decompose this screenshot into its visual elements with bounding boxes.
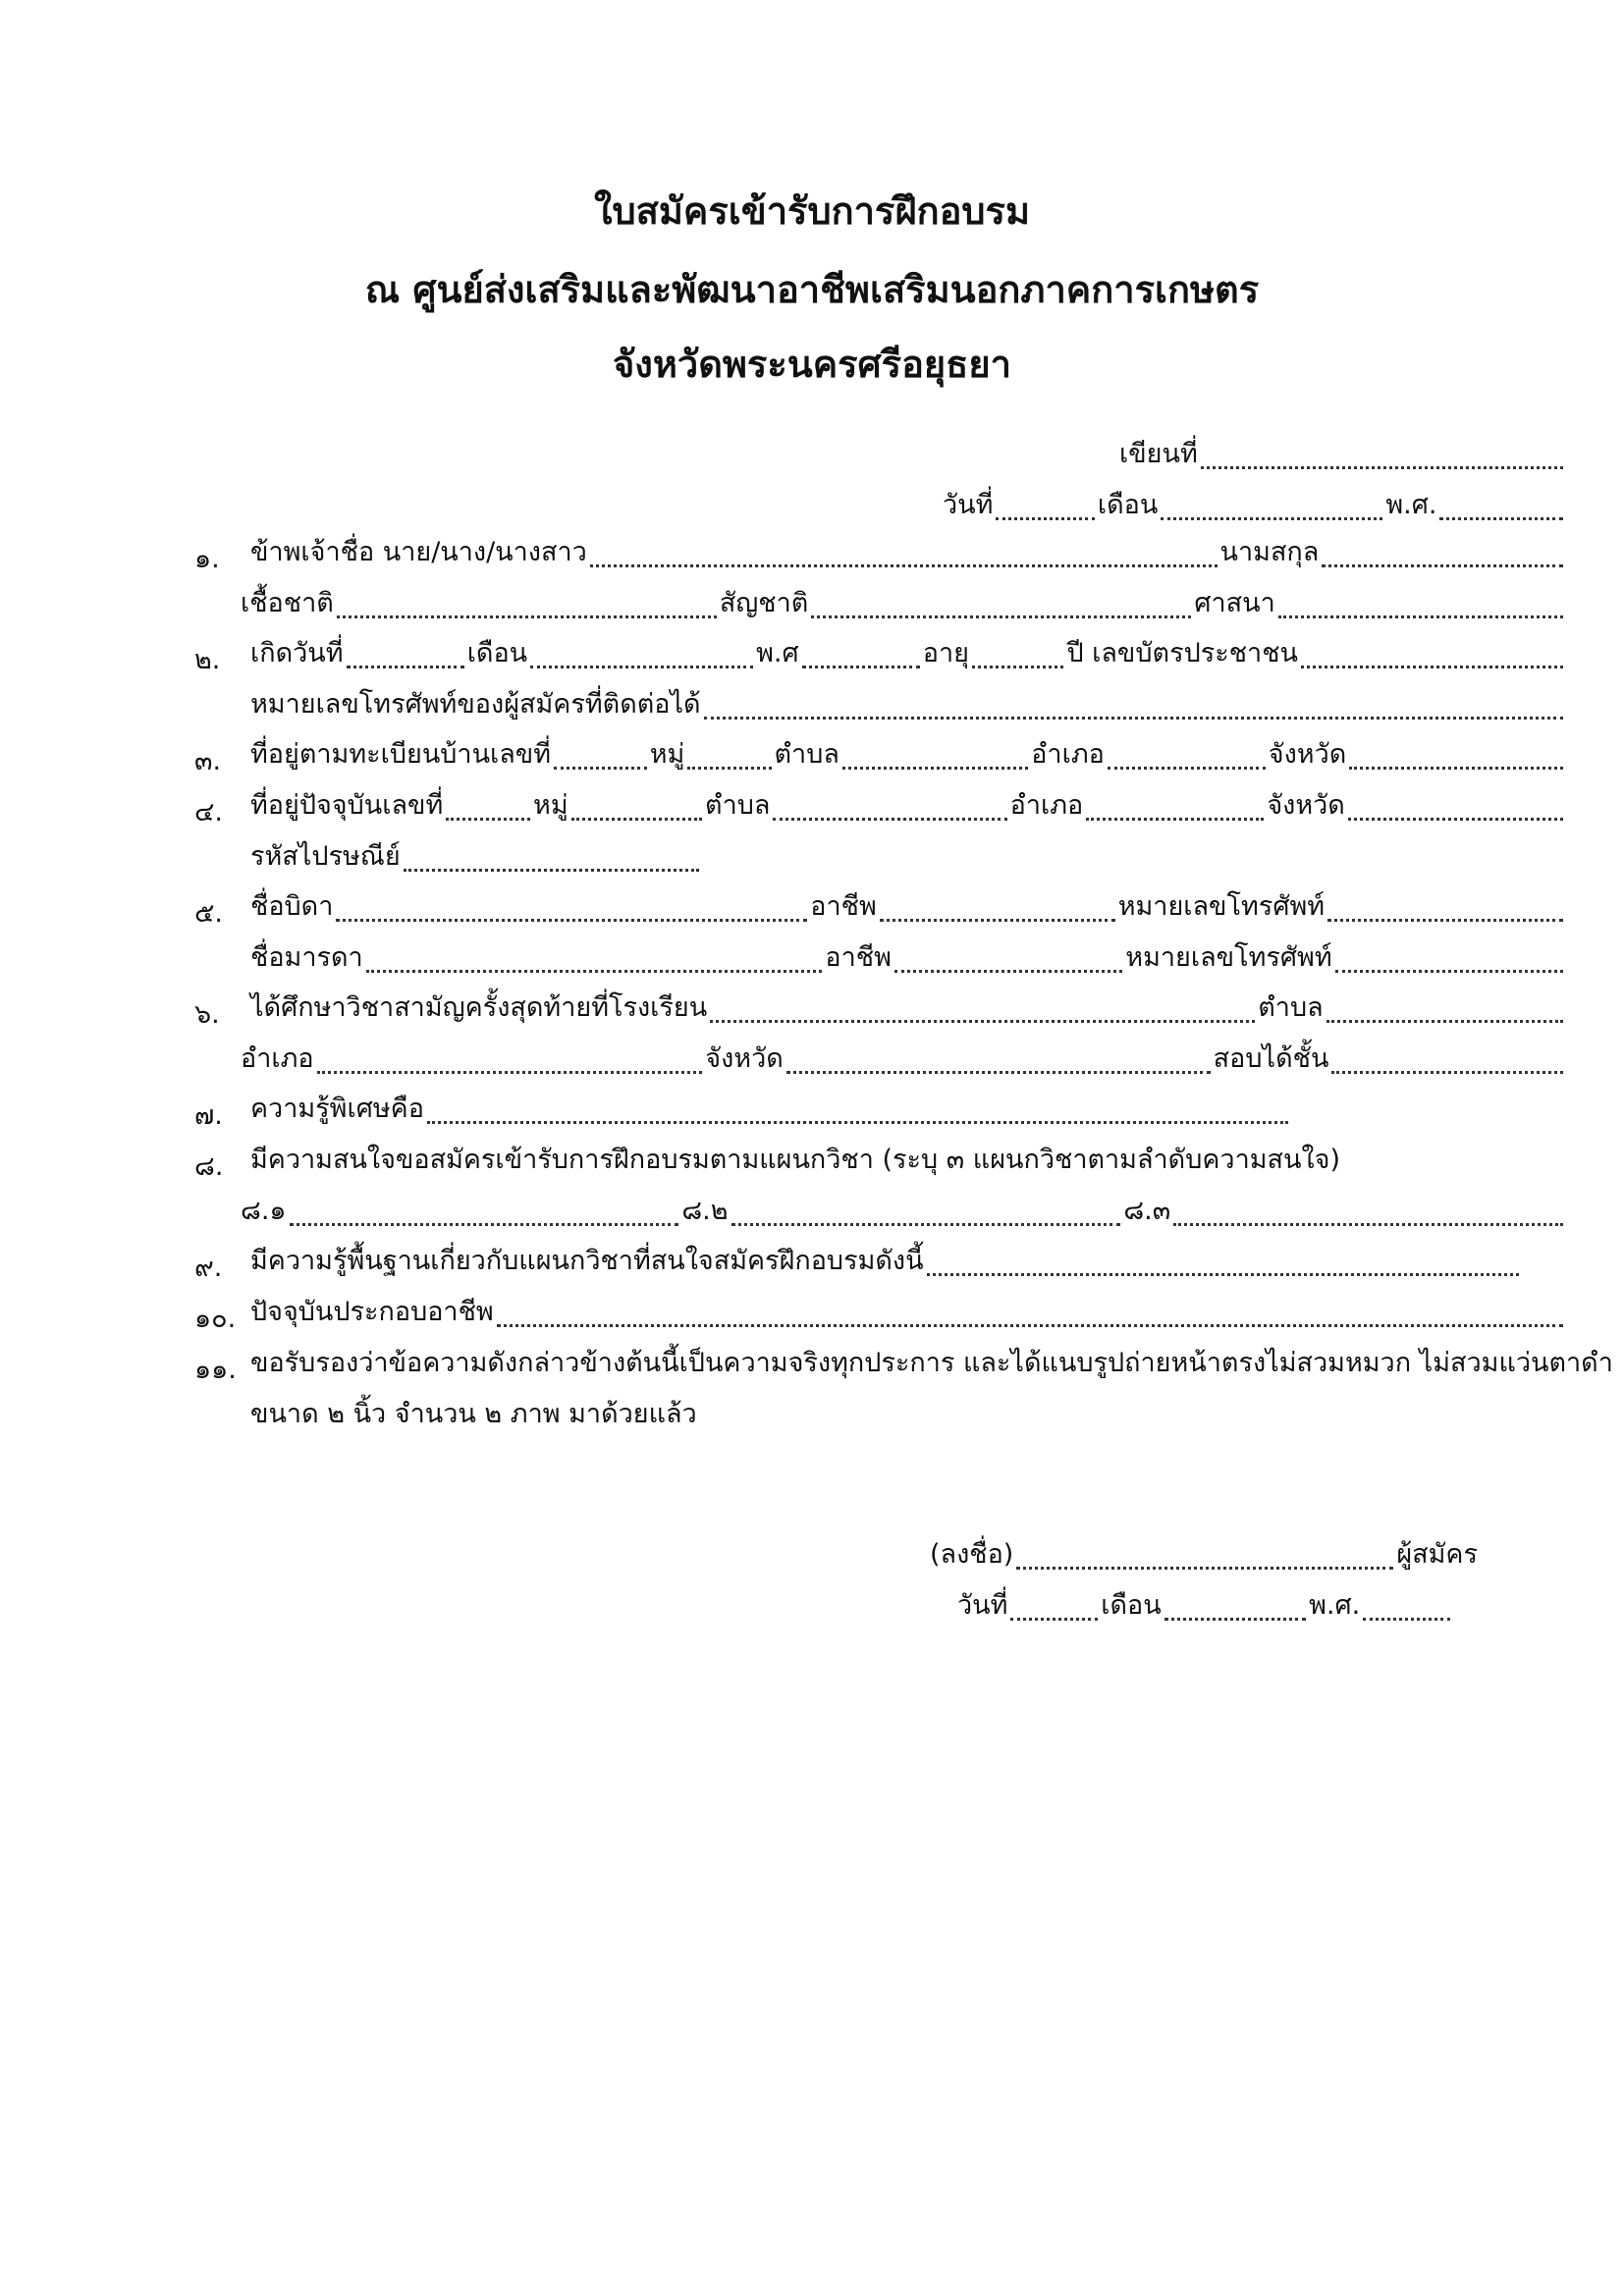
reg-moo-field[interactable] <box>687 741 771 770</box>
school-label: ได้ศึกษาวิชาสามัญครั้งสุดท้ายที่โรงเรียน <box>250 992 708 1024</box>
item-8-row2 <box>241 1187 1566 1226</box>
signature-date-row <box>957 1581 1453 1621</box>
course-1-label: ๘.๑ <box>241 1196 287 1227</box>
course-2-label: ๘.๒ <box>681 1196 729 1227</box>
cur-house-label: ที่อยู่ปัจจุบันเลขที่ <box>250 790 444 822</box>
item-5-row1 <box>250 882 1566 922</box>
date-year-field[interactable] <box>1439 492 1563 520</box>
item-3-number: ๓. <box>194 746 222 776</box>
reg-province-label: จังหวัด <box>1268 739 1347 771</box>
date-month-field[interactable] <box>1161 492 1382 520</box>
father-label: ชื่อบิดา <box>250 891 334 923</box>
mother-occupation-label: อาชีพ <box>825 942 892 974</box>
item-8-number: ๘. <box>194 1151 224 1182</box>
item-4-row2 <box>250 832 702 872</box>
age-field[interactable] <box>972 640 1063 668</box>
item-7-row1 <box>250 1085 1291 1124</box>
date-day-field[interactable] <box>996 492 1094 520</box>
father-phone-label: หมายเลขโทรศัพท์ <box>1117 891 1326 923</box>
born-year-label: พ.ศ <box>756 638 799 669</box>
cur-moo-label: หมู่ <box>533 790 568 822</box>
sign-date-label: วันที่ <box>957 1590 1008 1622</box>
course-3-field[interactable] <box>1173 1198 1563 1226</box>
item-11-number: ๑๑. <box>194 1355 237 1385</box>
written-at-row <box>1119 430 1566 469</box>
item-6-number: ๖. <box>194 999 220 1030</box>
item-6-row1 <box>250 984 1566 1023</box>
cur-amphoe-field[interactable] <box>1086 792 1264 821</box>
date-label: วันที่ <box>943 490 994 521</box>
born-month-label: เดือน <box>466 638 528 669</box>
reg-amphoe-field[interactable] <box>1108 741 1266 770</box>
religion-field[interactable] <box>1278 590 1563 618</box>
school-tambon-field[interactable] <box>1326 994 1563 1023</box>
reg-amphoe-label: อำเภอ <box>1031 739 1105 771</box>
race-field[interactable] <box>337 590 717 618</box>
item-10-number: ๑๐. <box>194 1304 237 1334</box>
mother-phone-field[interactable] <box>1335 944 1563 973</box>
cur-province-field[interactable] <box>1348 792 1563 821</box>
reg-house-label: ที่อยู่ตามทะเบียนบ้านเลขที่ <box>250 739 552 771</box>
mother-label: ชื่อมารดา <box>250 942 363 974</box>
nationality-field[interactable] <box>811 590 1191 618</box>
grade-label: สอบได้ชั้น <box>1213 1043 1329 1075</box>
father-phone-field[interactable] <box>1327 893 1563 922</box>
sign-year-field[interactable] <box>1363 1592 1450 1621</box>
form-subtitle-center: ณ ศูนย์ส่งเสริมและพัฒนาอาชีพเสริมนอกภาคการเกษตร <box>364 268 1260 311</box>
item-2-row2 <box>250 680 1566 720</box>
signature-field[interactable] <box>1016 1541 1393 1570</box>
special-knowledge-label: ความรู้พิเศษคือ <box>250 1094 424 1125</box>
item-6-row2 <box>241 1035 1566 1074</box>
surname-label: นามสกุล <box>1219 537 1320 568</box>
born-year-field[interactable] <box>802 640 920 668</box>
race-label: เชื้อชาติ <box>241 588 334 619</box>
sign-year-label: พ.ศ. <box>1309 1590 1361 1622</box>
reg-province-field[interactable] <box>1349 741 1563 770</box>
father-occupation-label: อาชีพ <box>810 891 877 923</box>
basic-knowledge-label: มีความรู้พื้นฐานเกี่ยวกับแผนกวิชาที่สนใจสมัครฝึกอบรมดังนี้ <box>250 1246 924 1277</box>
item-8-row1 <box>250 1136 1566 1175</box>
special-knowledge-field[interactable] <box>427 1095 1288 1124</box>
applicant-label: ผู้สมัคร <box>1396 1539 1478 1571</box>
signature-row <box>930 1530 1478 1570</box>
first-name-field[interactable] <box>590 539 1218 567</box>
item-10-row1 <box>250 1288 1566 1327</box>
father-occupation-field[interactable] <box>880 893 1115 922</box>
year-label: พ.ศ. <box>1385 490 1437 521</box>
cur-moo-field[interactable] <box>571 792 702 821</box>
cur-tambon-label: ตำบล <box>705 790 771 822</box>
applicant-phone-field[interactable] <box>704 691 1563 720</box>
occupation-label: ปัจจุบันประกอบอาชีพ <box>250 1297 494 1328</box>
reg-tambon-label: ตำบล <box>774 739 839 771</box>
item-11-row1 <box>250 1339 1613 1379</box>
mother-occupation-field[interactable] <box>894 944 1122 973</box>
postal-field[interactable] <box>404 843 699 872</box>
date-row <box>943 481 1566 520</box>
item-11-row2 <box>250 1390 1232 1429</box>
age-label: อายุ <box>922 638 969 669</box>
month-label: เดือน <box>1097 490 1159 521</box>
born-day-field[interactable] <box>347 640 464 668</box>
reg-tambon-field[interactable] <box>842 741 1028 770</box>
course-2-field[interactable] <box>731 1198 1121 1226</box>
school-province-label: จังหวัด <box>705 1043 784 1075</box>
course-1-field[interactable] <box>290 1198 679 1226</box>
mother-phone-label: หมายเลขโทรศัพท์ <box>1125 942 1332 974</box>
item-1-row2 <box>241 579 1566 618</box>
item-2-row1 <box>250 629 1566 668</box>
grade-field[interactable] <box>1331 1045 1563 1074</box>
school-amphoe-label: อำเภอ <box>241 1043 314 1075</box>
certification-text: ขอรับรองว่าข้อความดังกล่าวข้างต้นนี้เป็นความจริงทุกประการ และได้แนบรูปถ่ายหน้าตรงไม่สวมหมวก ไม่สวมแว่นตาดำ <box>250 1348 1613 1379</box>
course-3-label: ๘.๓ <box>1123 1196 1171 1227</box>
form-title: ใบสมัครเข้ารับการฝึกอบรม <box>593 189 1030 233</box>
written-at-field[interactable] <box>1201 441 1563 469</box>
sign-label: (ลงชื่อ) <box>930 1539 1014 1571</box>
item-7-number: ๗. <box>194 1100 223 1131</box>
course-interest-label: มีความสนใจขอสมัครเข้ารับการฝึกอบรมตามแผนกวิชา (ระบุ ๓ แผนกวิชาตามลำดับความสนใจ) <box>250 1145 1341 1176</box>
written-at-label: เขียนที่ <box>1119 439 1198 470</box>
mother-name-field[interactable] <box>366 944 823 973</box>
item-3-row1 <box>250 730 1566 770</box>
item-5-row2 <box>250 934 1566 973</box>
born-label: เกิดวันที่ <box>250 638 344 669</box>
nationality-label: สัญชาติ <box>719 588 809 619</box>
father-name-field[interactable] <box>336 893 807 922</box>
reg-moo-label: หมู่ <box>649 739 685 771</box>
name-label: ข้าพเจ้าชื่อ นาย/นาง/นางสาว <box>250 537 587 568</box>
school-field[interactable] <box>710 994 1255 1023</box>
item-1-number: ๑. <box>194 544 220 574</box>
born-month-field[interactable] <box>530 640 753 668</box>
sign-day-field[interactable] <box>1010 1592 1098 1621</box>
basic-knowledge-field[interactable] <box>927 1248 1519 1276</box>
occupation-field[interactable] <box>497 1299 1563 1327</box>
school-tambon-label: ตำบล <box>1258 992 1324 1024</box>
item-4-number: ๔. <box>194 797 224 828</box>
reg-house-field[interactable] <box>554 741 647 770</box>
school-province-field[interactable] <box>786 1045 1211 1074</box>
idcard-field[interactable] <box>1301 640 1563 668</box>
school-amphoe-field[interactable] <box>317 1045 703 1074</box>
sign-month-field[interactable] <box>1164 1592 1306 1621</box>
item-4-row1 <box>250 781 1566 821</box>
sign-month-label: เดือน <box>1101 1590 1162 1622</box>
item-5-number: ๕. <box>194 898 224 929</box>
item-9-row1 <box>250 1237 1522 1276</box>
religion-label: ศาสนา <box>1194 588 1275 619</box>
cur-house-field[interactable] <box>446 792 530 821</box>
cur-amphoe-label: อำเภอ <box>1009 790 1084 822</box>
photo-requirement-text: ขนาด ๒ นิ้ว จำนวน ๒ ภาพ มาด้วยแล้ว <box>250 1399 697 1430</box>
postal-label: รหัสไปรษณีย์ <box>250 841 401 873</box>
applicant-phone-label: หมายเลขโทรศัพท์ของผู้สมัครที่ติดต่อได้ <box>250 689 701 721</box>
cur-tambon-field[interactable] <box>773 792 1006 821</box>
cur-province-label: จังหวัด <box>1267 790 1345 822</box>
item-1-row1 <box>250 528 1566 567</box>
item-2-number: ๒. <box>194 645 221 675</box>
item-9-number: ๙. <box>194 1253 223 1283</box>
surname-field[interactable] <box>1322 539 1563 567</box>
form-subtitle-province: จังหวัดพระนครศรีอยุธยา <box>613 343 1011 386</box>
idcard-label: ปี เลขบัตรประชาชน <box>1066 638 1298 669</box>
